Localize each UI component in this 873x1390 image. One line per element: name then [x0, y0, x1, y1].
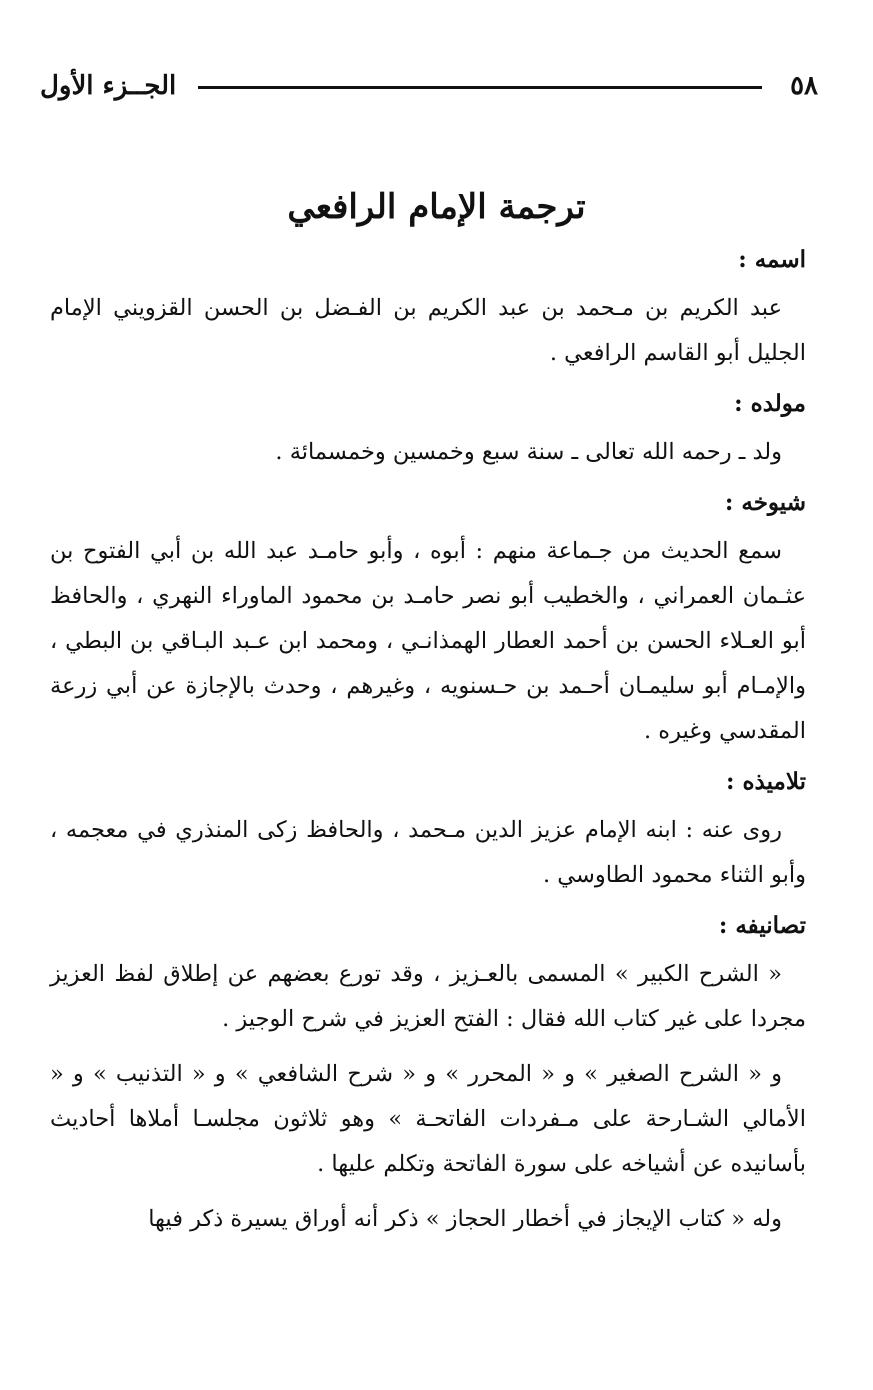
- section-teachers: [50, 485, 806, 754]
- running-header: [40, 66, 818, 106]
- paragraph: سمع الحديث من جـماعة منهم : أبوه ، وأبو حامـد عبد الله بن أبي الفتوح بن عثـمان العمراني ، والخطيب أبو نصر حامـد بن محمود الماوراء النهري ، والحافظ أبو العـلاء الحسن بن أحمد العطار الهمذانـي ، ومحمد ابن عـبد البـاقي بن البطي ، والإمـام أبو سليمـان أحـمد بن حـسنويه ، وغيرهم ، وحدث بالإجازة عن أبي زرعة المقدسي وغيره .: [50, 538, 806, 744]
- section-heading: اسمه :: [738, 246, 806, 273]
- paragraph: و « الشرح الصغير » و « المحرر » و « شرح الشافعي » و « التذنيب » و « الأمالي الشـارحة على مـفردات الفاتحـة » وهو ثلاثون مجلسـا أملاها أحاديث بأسانيده عن أشياخه على سورة الفاتحة وتكلم عليها .: [50, 1061, 806, 1177]
- section-birth: [50, 386, 806, 475]
- paragraph: وله « كتاب الإيجاز في أخطار الحجاز » ذكر أنه أوراق يسيرة ذكر فيها: [148, 1206, 782, 1232]
- page-body: [50, 242, 806, 1252]
- section-heading: مولده :: [734, 390, 806, 417]
- chapter-title: ترجمة الإمام الرافعي: [287, 187, 586, 227]
- header-rule: [198, 86, 762, 89]
- section-heading: تصانيفه :: [718, 912, 806, 939]
- paragraph: روى عنه : ابنه الإمام عزيز الدين مـحمد ، والحافظ زكى المنذري في معجمه ، وأبو الثناء محمود الطاوسي .: [50, 817, 806, 888]
- page-number: ٥٨: [790, 71, 818, 101]
- paragraph: ولد ـ رحمه الله تعالى ـ سنة سبع وخمسين وخمسمائة .: [275, 439, 782, 465]
- section-students: [50, 764, 806, 898]
- paragraph: « الشرح الكبير » المسمى بالعـزيز ، وقد تورع بعضهم عن إطلاق لفظ العزيز مجردا على غير كتاب الله فقال : الفتح العزيز في شرح الوجيز .: [50, 961, 806, 1032]
- section-heading: تلاميذه :: [725, 768, 806, 795]
- section-heading: شيوخه :: [724, 489, 806, 516]
- paragraph: عبد الكريم بن مـحمد بن عبد الكريم بن الفـضل بن الحسن القزويني الإمام الجليل أبو القاسم الرافعي .: [50, 295, 806, 366]
- section-works: [50, 908, 806, 1242]
- running-title: الجــزء الأول: [40, 71, 177, 101]
- section-name: [50, 242, 806, 376]
